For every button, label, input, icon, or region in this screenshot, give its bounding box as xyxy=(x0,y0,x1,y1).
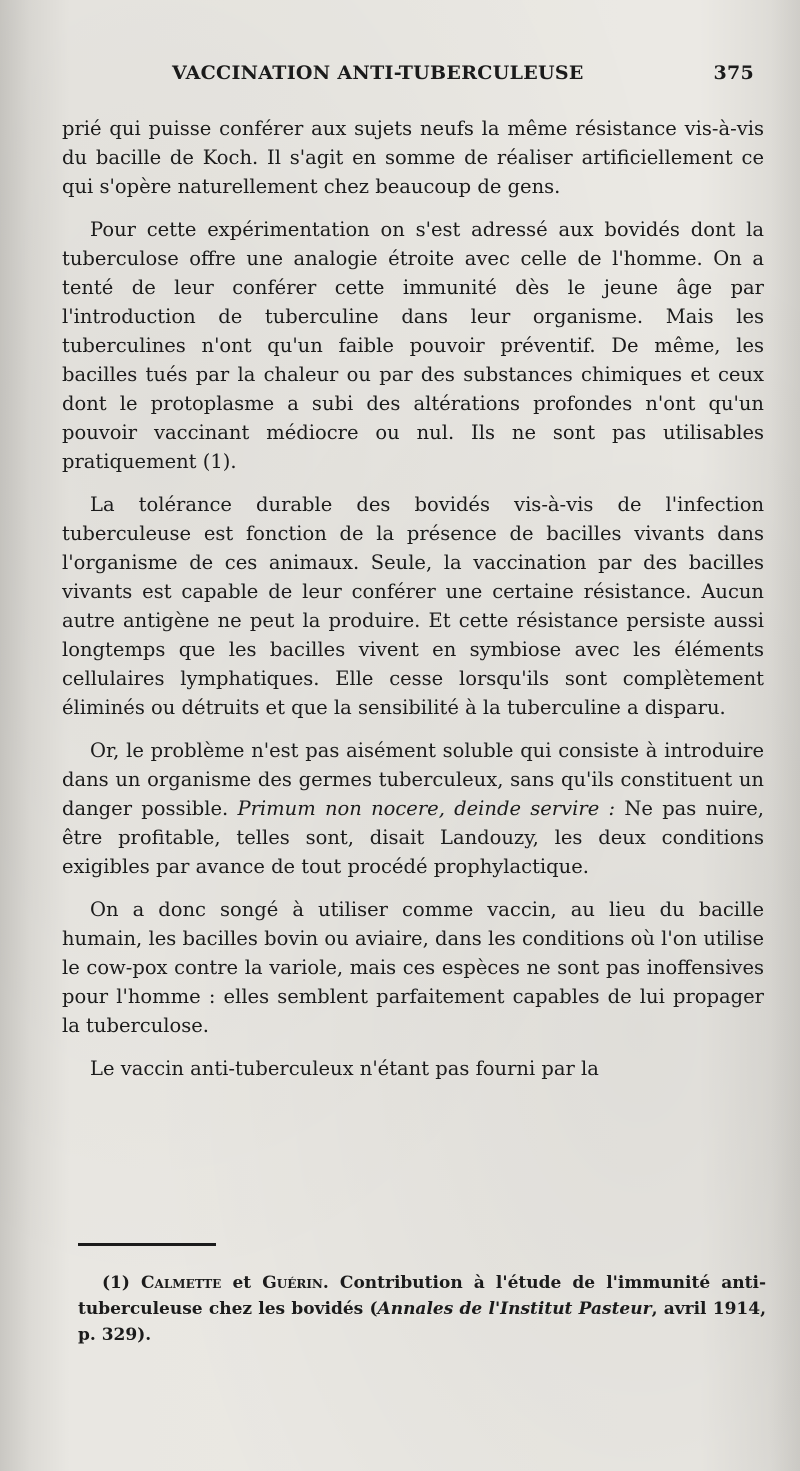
paragraph-4-text-end: Ne pas nuire, être profitable, telles sont, disait Landouzy, les deux conditions exigibles par avance de tout procédé prophylactique. xyxy=(62,797,764,878)
footnote-citation: , avril 1914, p. 329). xyxy=(78,1299,766,1345)
paragraph-4 xyxy=(62,736,764,881)
paragraph-6: Le vaccin anti-tuberculeux n'étant pas fourni par la xyxy=(90,1057,599,1080)
paragraph-1: prié qui puisse conférer aux sujets neufs la même résistance vis-à-vis du bacille de Koch. Il s'agit en somme de réaliser artificiellement ce qui s'opère naturellement chez beaucoup de gens. xyxy=(62,117,764,198)
paragraph-4-text-start: Or, le problème n'est pas aisément soluble qui consiste à introduire dans un organisme des germes tuberculeux, sans qu'ils constituent un danger possible. xyxy=(62,739,764,820)
footnote-divider xyxy=(78,1243,216,1246)
footnote xyxy=(78,1270,766,1348)
footnote-author-1: Calmette xyxy=(141,1273,222,1293)
paragraph-2: Pour cette expérimentation on s'est adressé aux bovidés dont la tuberculose offre une analogie étroite avec celle de l'homme. On a tenté de leur conférer cette immunité dès le jeune âge par l'introduction de tuberculine dans leur organisme. Mais les tuberculines n'ont qu'un faible pouvoir préventif. De même, les bacilles tués par la chaleur ou par des substances chimiques et ceux dont le protoplasme a subi des altérations profondes n'ont qu'un pouvoir vaccinant médiocre ou nul. Ils ne sont pas utilisables pratiquement (1). xyxy=(62,218,764,473)
footnote-marker: (1) xyxy=(102,1273,130,1293)
footnote-journal: Annales de l'Institut Pasteur xyxy=(377,1299,652,1319)
page-header xyxy=(172,62,754,92)
body-text xyxy=(62,114,764,1083)
paragraph-3: La tolérance durable des bovidés vis-à-vis de l'infection tuberculeuse est fonction de la présence de bacilles vivants dans l'organisme de ces animaux. Seule, la vaccination par des bacilles vivants est capable de leur conférer une certaine résistance. Aucun autre antigène ne peut la produire. Et cette résistance persiste aussi longtemps que les bacilles vivent en symbiose avec les éléments cellulaires lymphatiques. Elle cesse lorsqu'ils sont complètement éliminés ou détruits et que la sensibilité à la tuberculine a disparu. xyxy=(62,493,764,719)
footnote-author-2: Guérin xyxy=(262,1273,323,1293)
footnote-text: . Contribution à l'étude de l'immunité anti-tuberculeuse chez les bovidés ( xyxy=(78,1273,766,1319)
running-head: VACCINATION ANTI-TUBERCULEUSE xyxy=(172,62,584,84)
latin-quote: Primum non nocere, deinde servire : xyxy=(237,797,616,820)
page-number: 375 xyxy=(713,62,754,84)
paragraph-5: On a donc songé à utiliser comme vaccin, au lieu du bacille humain, les bacilles bovin ou aviaire, dans les conditions où l'on utilise le cow-pox contre la variole, mais ces espèces ne sont pas inoffensives pour l'homme : elles semblent parfaitement capables de lui propager la tuberculose. xyxy=(62,898,764,1037)
footnote-connector: et xyxy=(232,1273,252,1293)
